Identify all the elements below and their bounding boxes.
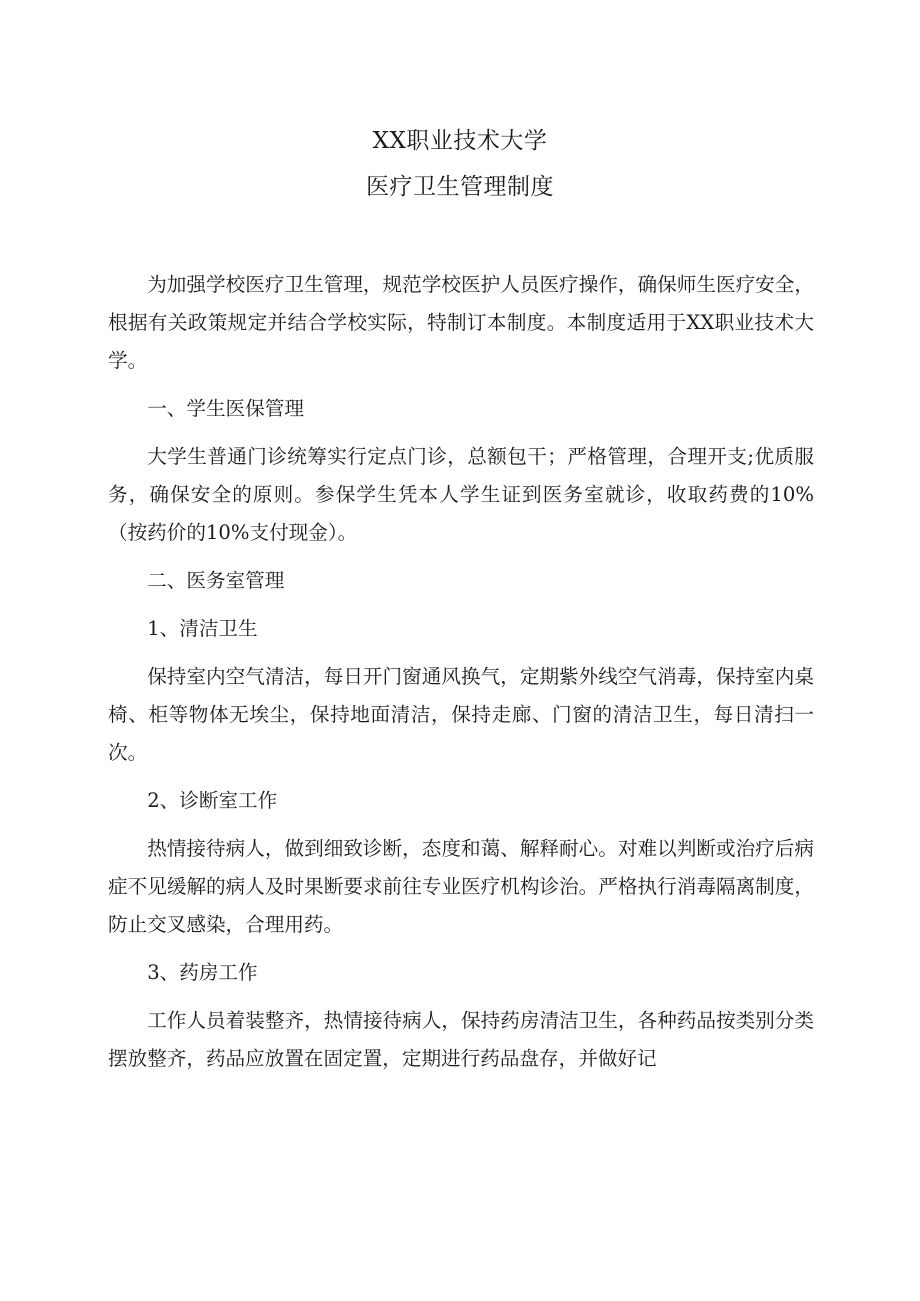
subheading-diagnosis-room: 2、诊断室工作 xyxy=(147,789,278,812)
pharmacy-paragraph: 工作人员着装整齐，热情接待病人，保持药房清洁卫生，各种药品按类别分类摆放整齐，药品应放置在固定置，定期进行药品盘存，并做好记 xyxy=(108,1009,814,1070)
cleaning-paragraph: 保持室内空气清洁，每日开门窗通风换气，定期紫外线空气消毒，保持室内桌椅、柜等物体无埃尘，保持地面清洁，保持走廊、门窗的清洁卫生，每日清扫一次。 xyxy=(108,665,814,764)
section-heading-clinic-management: 二、医务室管理 xyxy=(147,569,285,592)
subheading-cleaning: 1、清洁卫生 xyxy=(147,617,258,640)
student-insurance-paragraph: 大学生普通门诊统筹实行定点门诊，总额包干；严格管理，合理开支;优质服务，确保安全的原则。参保学生凭本人学生证到医务室就诊，收取药费的10%（按药价的10%支付现金）。 xyxy=(108,445,814,544)
title-line-regulation: 医疗卫生管理制度 xyxy=(366,174,554,200)
document-title xyxy=(0,118,920,210)
section-heading-student-insurance: 一、学生医保管理 xyxy=(147,397,304,420)
subheading-pharmacy: 3、药房工作 xyxy=(147,961,258,984)
document-body xyxy=(108,266,814,1088)
diagnosis-room-paragraph: 热情接待病人，做到细致诊断，态度和蔼、解释耐心。对难以判断或治疗后病症不见缓解的病人及时果断要求前往专业医疗机构诊治。严格执行消毒隔离制度，防止交叉感染，合理用药。 xyxy=(108,837,814,936)
intro-paragraph: 为加强学校医疗卫生管理，规范学校医护人员医疗操作，确保师生医疗安全，根据有关政策规定并结合学校实际，特制订本制度。本制度适用于XX职业技术大学。 xyxy=(108,273,814,372)
title-line-institution: XX职业技术大学 xyxy=(372,128,548,154)
